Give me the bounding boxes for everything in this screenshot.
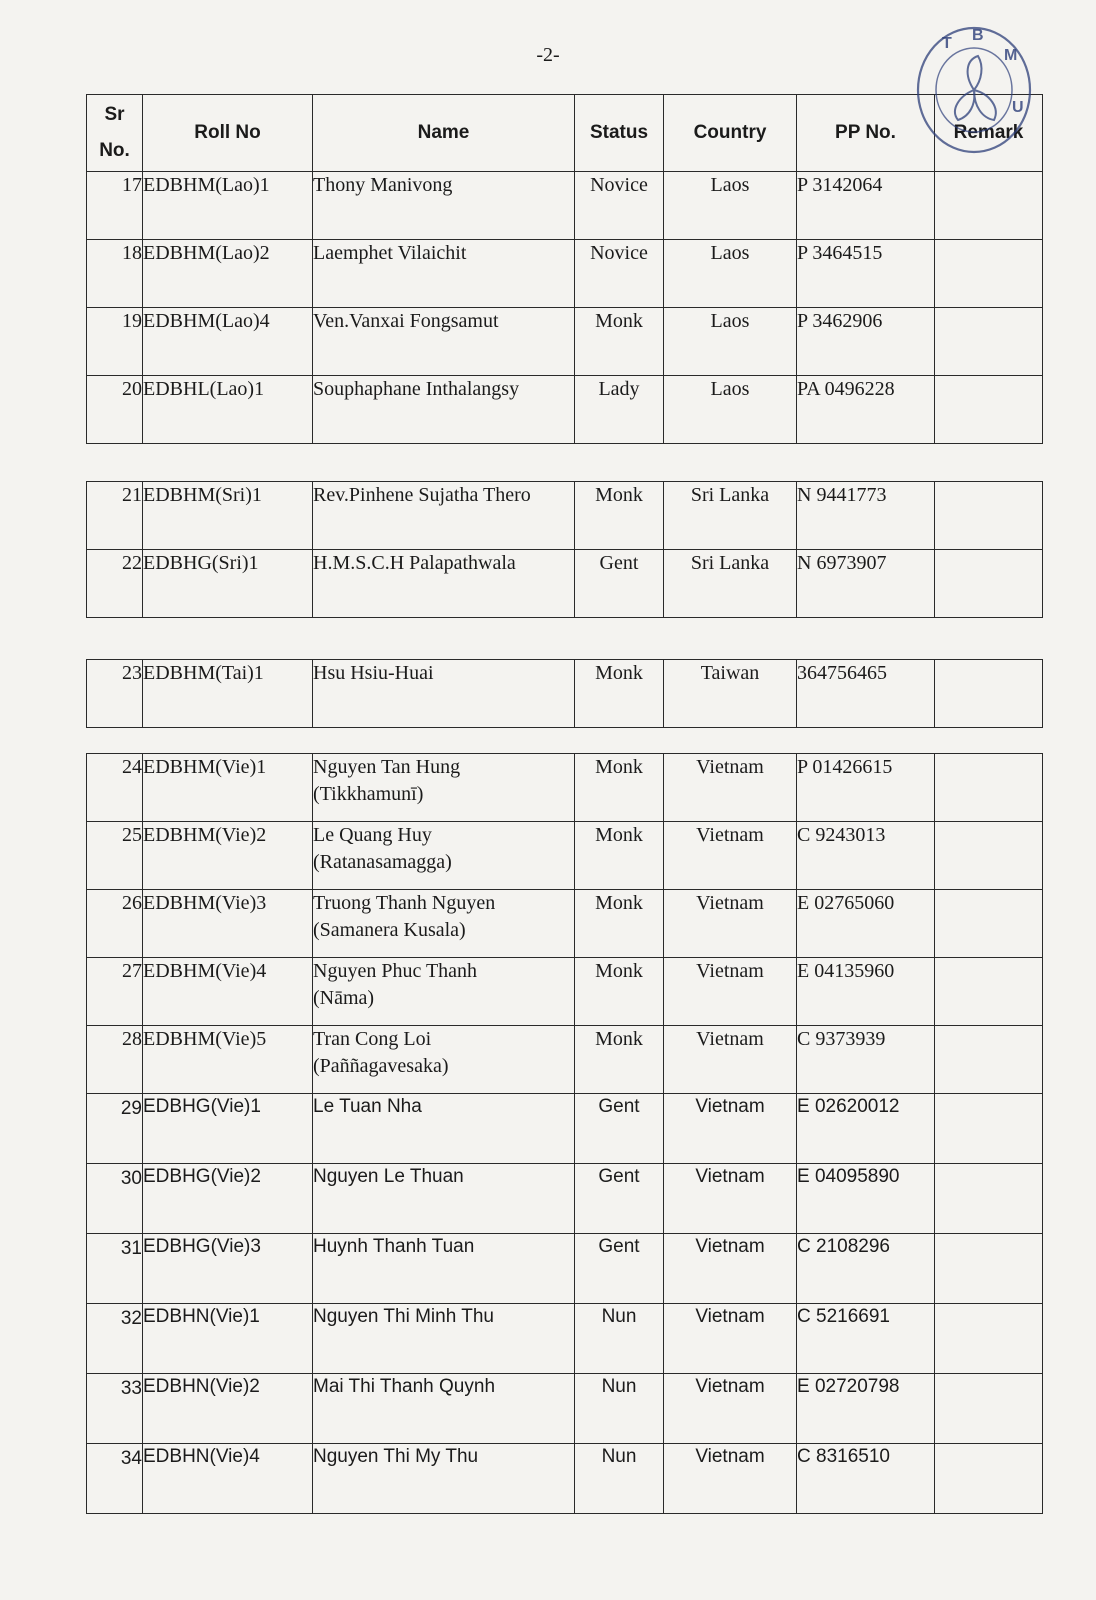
cell-status: Gent [575, 1164, 664, 1234]
cell-roll-no: EDBHM(Lao)1 [143, 172, 313, 240]
cell-roll-no: EDBHN(Vie)1 [143, 1304, 313, 1374]
cell-remark [935, 550, 1043, 618]
cell-sr-no: 30 [87, 1164, 143, 1234]
cell-remark [935, 308, 1043, 376]
svg-text:M: M [1004, 47, 1018, 64]
header-country: Country [664, 95, 797, 172]
person-name: Hsu Hsiu-Huai [313, 662, 434, 684]
cell-roll-no: EDBHG(Vie)1 [143, 1094, 313, 1164]
cell-sr-no: 24 [87, 754, 143, 822]
cell-name [313, 1444, 575, 1514]
person-name: Laemphet Vilaichit [313, 242, 467, 264]
cell-status: Monk [575, 958, 664, 1026]
person-alias: (Paññagavesaka) [313, 1055, 449, 1077]
cell-remark [935, 1304, 1043, 1374]
header-sr-no: Sr No. [87, 95, 143, 172]
cell-remark [935, 1026, 1043, 1094]
cell-pp-no: E 02765060 [797, 890, 935, 958]
table-row [87, 482, 1043, 550]
cell-status: Monk [575, 482, 664, 550]
cell-status: Monk [575, 660, 664, 728]
cell-pp-no: E 04135960 [797, 958, 935, 1026]
cell-remark [935, 1444, 1043, 1514]
svg-text:T: T [942, 35, 952, 52]
cell-name [313, 754, 575, 822]
cell-country: Sri Lanka [664, 550, 797, 618]
cell-name [313, 376, 575, 444]
cell-name [313, 958, 575, 1026]
table-row [87, 1094, 1043, 1164]
cell-pp-no: P 01426615 [797, 754, 935, 822]
header-remark: Remark [935, 95, 1043, 172]
cell-country: Vietnam [664, 1444, 797, 1514]
cell-status: Lady [575, 376, 664, 444]
table-row [87, 550, 1043, 618]
cell-remark [935, 1094, 1043, 1164]
cell-roll-no: EDBHG(Vie)3 [143, 1234, 313, 1304]
table-row [87, 308, 1043, 376]
cell-sr-no: 22 [87, 550, 143, 618]
cell-pp-no: C 9373939 [797, 1026, 935, 1094]
cell-name [313, 550, 575, 618]
person-name: Mai Thi Thanh Quynh [313, 1376, 496, 1397]
cell-remark [935, 1374, 1043, 1444]
cell-remark [935, 240, 1043, 308]
cell-sr-no: 21 [87, 482, 143, 550]
table-row [87, 376, 1043, 444]
cell-country: Sri Lanka [664, 482, 797, 550]
table-row [87, 1234, 1043, 1304]
cell-pp-no: P 3142064 [797, 172, 935, 240]
cell-roll-no: EDBHM(Lao)4 [143, 308, 313, 376]
cell-country: Laos [664, 308, 797, 376]
cell-pp-no: P 3462906 [797, 308, 935, 376]
person-name: Nguyen Phuc Thanh [313, 960, 478, 982]
cell-roll-no: EDBHM(Vie)2 [143, 822, 313, 890]
cell-sr-no: 34 [87, 1444, 143, 1514]
cell-sr-no: 27 [87, 958, 143, 1026]
cell-roll-no: EDBHG(Vie)2 [143, 1164, 313, 1234]
table-row [87, 1026, 1043, 1094]
cell-remark [935, 482, 1043, 550]
cell-sr-no: 31 [87, 1234, 143, 1304]
person-name: Truong Thanh Nguyen [313, 892, 496, 914]
cell-name [313, 1094, 575, 1164]
cell-sr-no: 25 [87, 822, 143, 890]
cell-pp-no: E 02720798 [797, 1374, 935, 1444]
cell-remark [935, 660, 1043, 728]
cell-name [313, 660, 575, 728]
cell-name [313, 240, 575, 308]
cell-status: Gent [575, 1094, 664, 1164]
person-name: Nguyen Tan Hung [313, 756, 461, 778]
cell-pp-no: C 2108296 [797, 1234, 935, 1304]
cell-country: Vietnam [664, 754, 797, 822]
cell-status: Monk [575, 754, 664, 822]
cell-country: Vietnam [664, 1234, 797, 1304]
cell-remark [935, 958, 1043, 1026]
cell-pp-no: N 9441773 [797, 482, 935, 550]
table-row [87, 1374, 1043, 1444]
cell-name [313, 1304, 575, 1374]
person-name: Rev.Pinhene Sujatha Thero [313, 484, 531, 506]
cell-roll-no: EDBHM(Vie)4 [143, 958, 313, 1026]
cell-name [313, 1164, 575, 1234]
cell-country: Laos [664, 172, 797, 240]
cell-status: Monk [575, 1026, 664, 1094]
cell-status: Gent [575, 550, 664, 618]
cell-country: Vietnam [664, 1094, 797, 1164]
cell-status: Nun [575, 1444, 664, 1514]
person-name: Nguyen Thi My Thu [313, 1446, 479, 1467]
cell-roll-no: EDBHM(Vie)5 [143, 1026, 313, 1094]
official-seal-stamp [914, 20, 1034, 160]
cell-roll-no: EDBHM(Vie)3 [143, 890, 313, 958]
table-row [87, 240, 1043, 308]
table-row [87, 754, 1043, 822]
cell-roll-no: EDBHM(Lao)2 [143, 240, 313, 308]
cell-name [313, 482, 575, 550]
cell-status: Monk [575, 308, 664, 376]
cell-pp-no: C 5216691 [797, 1304, 935, 1374]
cell-sr-no: 33 [87, 1374, 143, 1444]
table-row [87, 1304, 1043, 1374]
cell-status: Novice [575, 240, 664, 308]
cell-status: Monk [575, 822, 664, 890]
cell-sr-no: 19 [87, 308, 143, 376]
cell-pp-no: PA 0496228 [797, 376, 935, 444]
table-row [87, 890, 1043, 958]
cell-country: Vietnam [664, 1374, 797, 1444]
person-name: Thony Manivong [313, 174, 453, 196]
header-name: Name [313, 95, 575, 172]
cell-remark [935, 1234, 1043, 1304]
cell-remark [935, 172, 1043, 240]
cell-country: Taiwan [664, 660, 797, 728]
cell-status: Gent [575, 1234, 664, 1304]
cell-country: Laos [664, 376, 797, 444]
cell-status: Novice [575, 172, 664, 240]
cell-sr-no: 29 [87, 1094, 143, 1164]
person-name: H.M.S.C.H Palapathwala [313, 552, 516, 574]
cell-status: Nun [575, 1304, 664, 1374]
cell-country: Laos [664, 240, 797, 308]
cell-sr-no: 18 [87, 240, 143, 308]
cell-remark [935, 1164, 1043, 1234]
cell-name [313, 1374, 575, 1444]
cell-name [313, 172, 575, 240]
cell-roll-no: EDBHN(Vie)2 [143, 1374, 313, 1444]
cell-pp-no: C 8316510 [797, 1444, 935, 1514]
table-row [87, 660, 1043, 728]
cell-name [313, 308, 575, 376]
cell-name [313, 822, 575, 890]
cell-name [313, 1026, 575, 1094]
roster-table-taiwan [86, 659, 1043, 728]
cell-sr-no: 32 [87, 1304, 143, 1374]
cell-sr-no: 17 [87, 172, 143, 240]
cell-roll-no: EDBHM(Vie)1 [143, 754, 313, 822]
table-row [87, 172, 1043, 240]
table-row [87, 1444, 1043, 1514]
cell-sr-no: 26 [87, 890, 143, 958]
roster-table-sri-lanka [86, 481, 1043, 618]
person-name: Nguyen Thi Minh Thu [313, 1306, 494, 1327]
roster-table-laos [86, 94, 1043, 444]
page-number: -2- [536, 44, 560, 66]
svg-text:U: U [1012, 99, 1024, 116]
header-roll-no: Roll No [143, 95, 313, 172]
header-pp-no: PP No. [797, 95, 935, 172]
person-alias: (Tikkhamunī) [313, 783, 424, 805]
cell-roll-no: EDBHN(Vie)4 [143, 1444, 313, 1514]
cell-country: Vietnam [664, 1304, 797, 1374]
cell-pp-no: E 04095890 [797, 1164, 935, 1234]
cell-country: Vietnam [664, 958, 797, 1026]
table-row [87, 958, 1043, 1026]
cell-roll-no: EDBHM(Sri)1 [143, 482, 313, 550]
person-alias: (Ratanasamagga) [313, 851, 452, 873]
cell-remark [935, 376, 1043, 444]
person-name: Le Tuan Nha [313, 1096, 422, 1117]
table-header-row [87, 95, 1043, 172]
svg-text:B: B [972, 27, 984, 44]
person-name: Le Quang Huy [313, 824, 432, 846]
person-name: Tran Cong Loi [313, 1028, 432, 1050]
cell-status: Monk [575, 890, 664, 958]
table-row [87, 822, 1043, 890]
roster-table-vietnam [86, 753, 1043, 1514]
header-status: Status [575, 95, 664, 172]
cell-remark [935, 822, 1043, 890]
cell-country: Vietnam [664, 1026, 797, 1094]
person-name: Souphaphane Inthalangsy [313, 378, 520, 400]
cell-name [313, 1234, 575, 1304]
cell-country: Vietnam [664, 890, 797, 958]
person-name: Huynh Thanh Tuan [313, 1236, 475, 1257]
cell-remark [935, 890, 1043, 958]
cell-country: Vietnam [664, 822, 797, 890]
cell-pp-no: E 02620012 [797, 1094, 935, 1164]
cell-roll-no: EDBHM(Tai)1 [143, 660, 313, 728]
cell-name [313, 890, 575, 958]
cell-pp-no: P 3464515 [797, 240, 935, 308]
person-name: Nguyen Le Thuan [313, 1166, 464, 1187]
cell-pp-no: 364756465 [797, 660, 935, 728]
cell-pp-no: C 9243013 [797, 822, 935, 890]
person-name: Ven.Vanxai Fongsamut [313, 310, 499, 332]
table-row [87, 1164, 1043, 1234]
cell-sr-no: 28 [87, 1026, 143, 1094]
cell-country: Vietnam [664, 1164, 797, 1234]
cell-status: Nun [575, 1374, 664, 1444]
person-alias: (Samanera Kusala) [313, 919, 466, 941]
cell-roll-no: EDBHL(Lao)1 [143, 376, 313, 444]
cell-roll-no: EDBHG(Sri)1 [143, 550, 313, 618]
cell-pp-no: N 6973907 [797, 550, 935, 618]
person-alias: (Nāma) [313, 987, 375, 1009]
cell-sr-no: 20 [87, 376, 143, 444]
cell-remark [935, 754, 1043, 822]
cell-sr-no: 23 [87, 660, 143, 728]
